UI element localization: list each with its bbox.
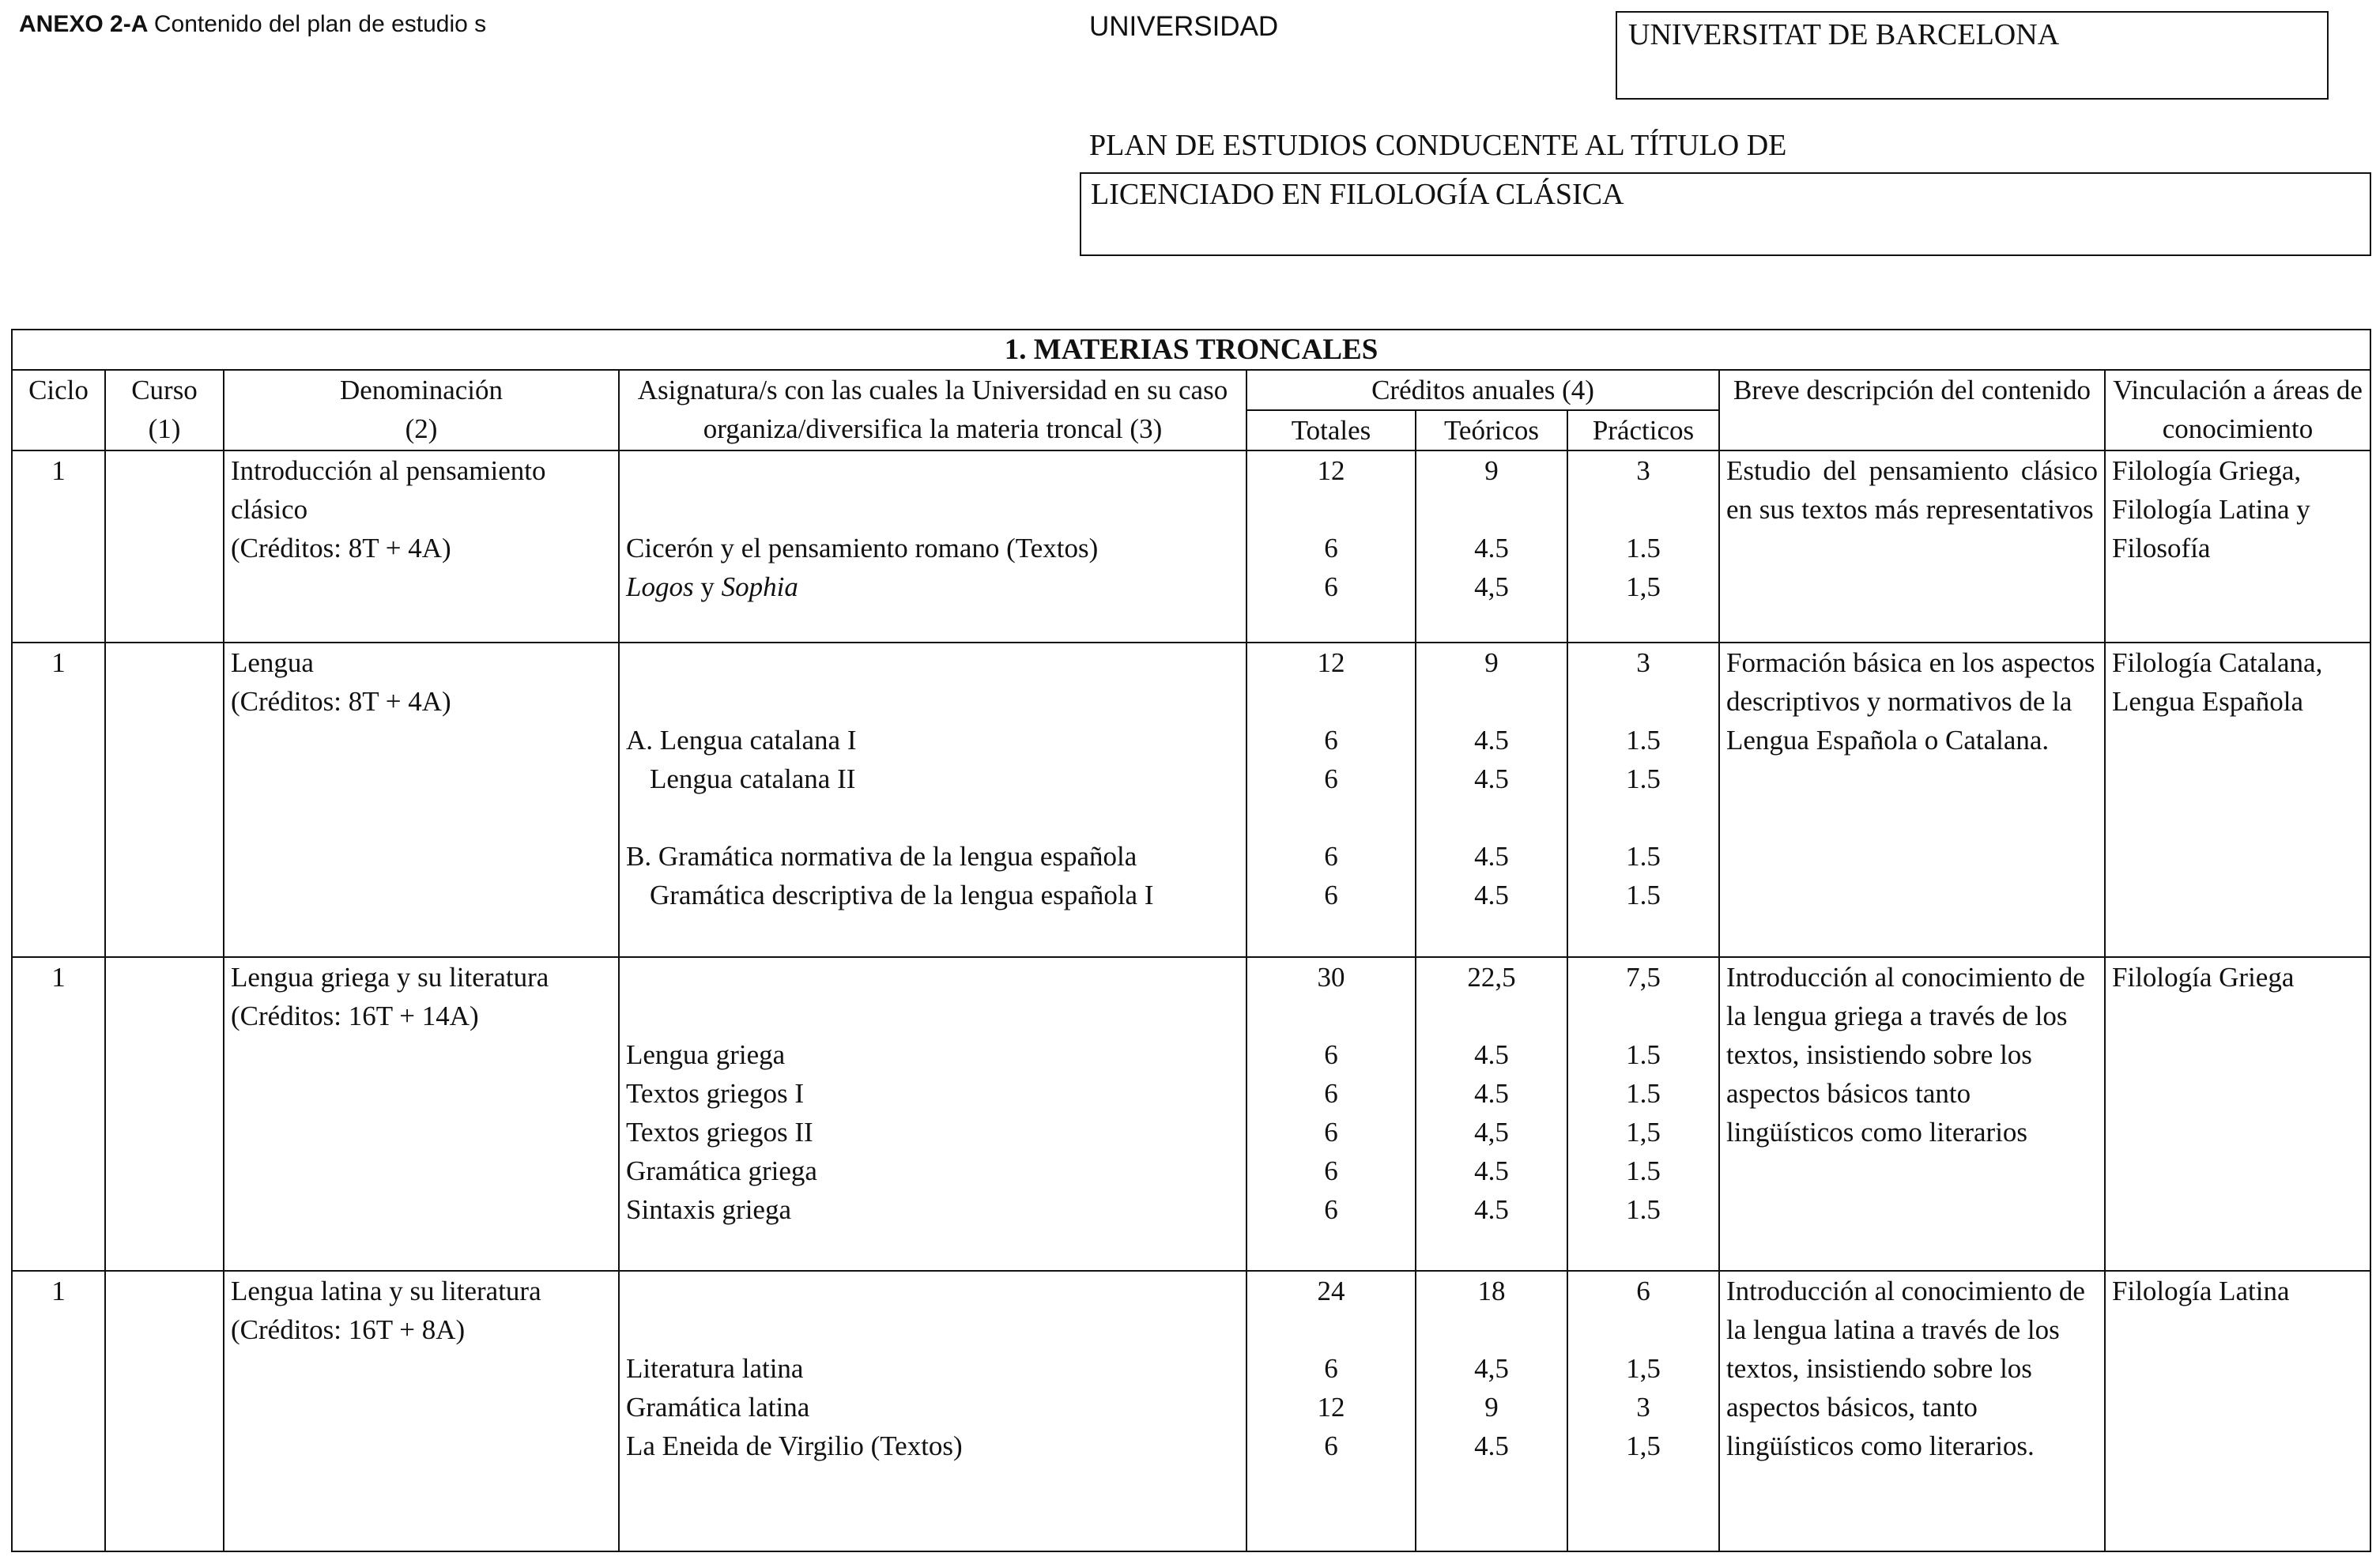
header-vinculacion: Vinculación a áreas de conocimiento xyxy=(2105,370,2370,450)
totales-cell: 12 6 6 6 6 xyxy=(1246,643,1416,956)
vinculacion-cell: Filología Griega, Filología Latina y Filosofía xyxy=(2105,450,2370,643)
totales-cell: 24 6 12 6 xyxy=(1246,1271,1416,1551)
totales-cell: 12 6 6 xyxy=(1246,450,1416,643)
materias-troncales-table xyxy=(11,329,2371,1552)
curso-cell xyxy=(105,1271,224,1551)
asignaturas-cell: Literatura latina Gramática latina La Eneida de Virgilio (Textos) xyxy=(619,1271,1246,1551)
curso-cell xyxy=(105,643,224,956)
annex-subtitle: Contenido del plan de estudio s xyxy=(153,11,487,37)
denominacion-cell: Lengua latina y su literatura (Créditos: 16T + 8A) xyxy=(224,1271,619,1551)
practicos-cell: 6 1,5 3 1,5 xyxy=(1567,1271,1719,1551)
teoricos-cell: 22,5 4.5 4.5 4,5 4.5 4.5 xyxy=(1416,957,1567,1271)
vinculacion-cell: Filología Catalana, Lengua Española xyxy=(2105,643,2370,956)
teoricos-cell: 18 4,5 9 4.5 xyxy=(1416,1271,1567,1551)
table-row xyxy=(12,1271,2370,1551)
header-ciclo: Ciclo xyxy=(12,370,105,450)
asignaturas-cell: Cicerón y el pensamiento romano (Textos) Logos y Sophia xyxy=(619,450,1246,643)
plan-label: PLAN DE ESTUDIOS CONDUCENTE AL TÍTULO DE xyxy=(1089,129,1787,162)
denominacion-cell: Lengua (Créditos: 8T + 4A) xyxy=(224,643,619,956)
asignaturas-cell: A. Lengua catalana I Lengua catalana II B. Gramática normativa de la lengua española Gramática descriptiva de la lengua española I xyxy=(619,643,1246,956)
ciclo-cell: 1 xyxy=(12,643,105,956)
totales-cell: 30 6 6 6 6 6 xyxy=(1246,957,1416,1271)
teoricos-cell: 9 4.5 4,5 xyxy=(1416,450,1567,643)
table-row xyxy=(12,643,2370,956)
header-curso: Curso (1) xyxy=(105,370,224,450)
practicos-cell: 3 1.5 1,5 xyxy=(1567,450,1719,643)
vinculacion-cell: Filología Griega xyxy=(2105,957,2370,1271)
vinculacion-cell: Filología Latina xyxy=(2105,1271,2370,1551)
descripcion-cell: Introducción al conocimiento de la lengua latina a través de los textos, insistiendo sobre los aspectos básicos, tanto lingüísticos como literarios. xyxy=(1719,1271,2105,1551)
degree-title-box xyxy=(1080,172,2371,256)
descripcion-cell: Formación básica en los aspectos descriptivos y normativos de la Lengua Española o Catalana. xyxy=(1719,643,2105,956)
university-value: UNIVERSITAT DE BARCELONA xyxy=(1628,18,2060,51)
annex-heading xyxy=(19,11,486,38)
descripcion-cell: Estudio del pensamiento clásico en sus textos más representativos xyxy=(1719,450,2105,643)
practicos-cell: 7,5 1.5 1.5 1,5 1.5 1.5 xyxy=(1567,957,1719,1271)
header-practicos: Prácticos xyxy=(1567,410,1719,450)
header-denominacion: Denominación (2) xyxy=(224,370,619,450)
ciclo-cell: 1 xyxy=(12,1271,105,1551)
table-row xyxy=(12,450,2370,643)
header-teoricos: Teóricos xyxy=(1416,410,1567,450)
teoricos-cell: 9 4.5 4.5 4.5 4.5 xyxy=(1416,643,1567,956)
ciclo-cell: 1 xyxy=(12,450,105,643)
ciclo-cell: 1 xyxy=(12,957,105,1271)
annex-code: ANEXO 2-A xyxy=(19,11,149,37)
asignaturas-cell: Lengua griega Textos griegos I Textos griegos II Gramática griega Sintaxis griega xyxy=(619,957,1246,1271)
descripcion-cell: Introducción al conocimiento de la lengua griega a través de los textos, insistiendo sobre los aspectos básicos tanto lingüísticos como literarios xyxy=(1719,957,2105,1271)
university-box xyxy=(1616,11,2329,100)
curso-cell xyxy=(105,450,224,643)
university-label: UNIVERSIDAD xyxy=(1089,11,1279,42)
practicos-cell: 3 1.5 1.5 1.5 1.5 xyxy=(1567,643,1719,956)
header-descripcion: Breve descripción del contenido xyxy=(1719,370,2105,450)
denominacion-cell: Lengua griega y su literatura (Créditos: 16T + 14A) xyxy=(224,957,619,1271)
header-asignaturas: Asignatura/s con las cuales la Universidad en su caso organiza/diversifica la materia troncal (3) xyxy=(619,370,1246,450)
curso-cell xyxy=(105,957,224,1271)
header-totales: Totales xyxy=(1246,410,1416,450)
table-row xyxy=(12,957,2370,1271)
degree-title-value: LICENCIADO EN FILOLOGÍA CLÁSICA xyxy=(1091,178,1624,211)
section-title: 1. MATERIAS TRONCALES xyxy=(12,330,2370,370)
denominacion-cell: Introducción al pensamiento clásico (Créditos: 8T + 4A) xyxy=(224,450,619,643)
header-creditos: Créditos anuales (4) xyxy=(1246,370,1719,410)
